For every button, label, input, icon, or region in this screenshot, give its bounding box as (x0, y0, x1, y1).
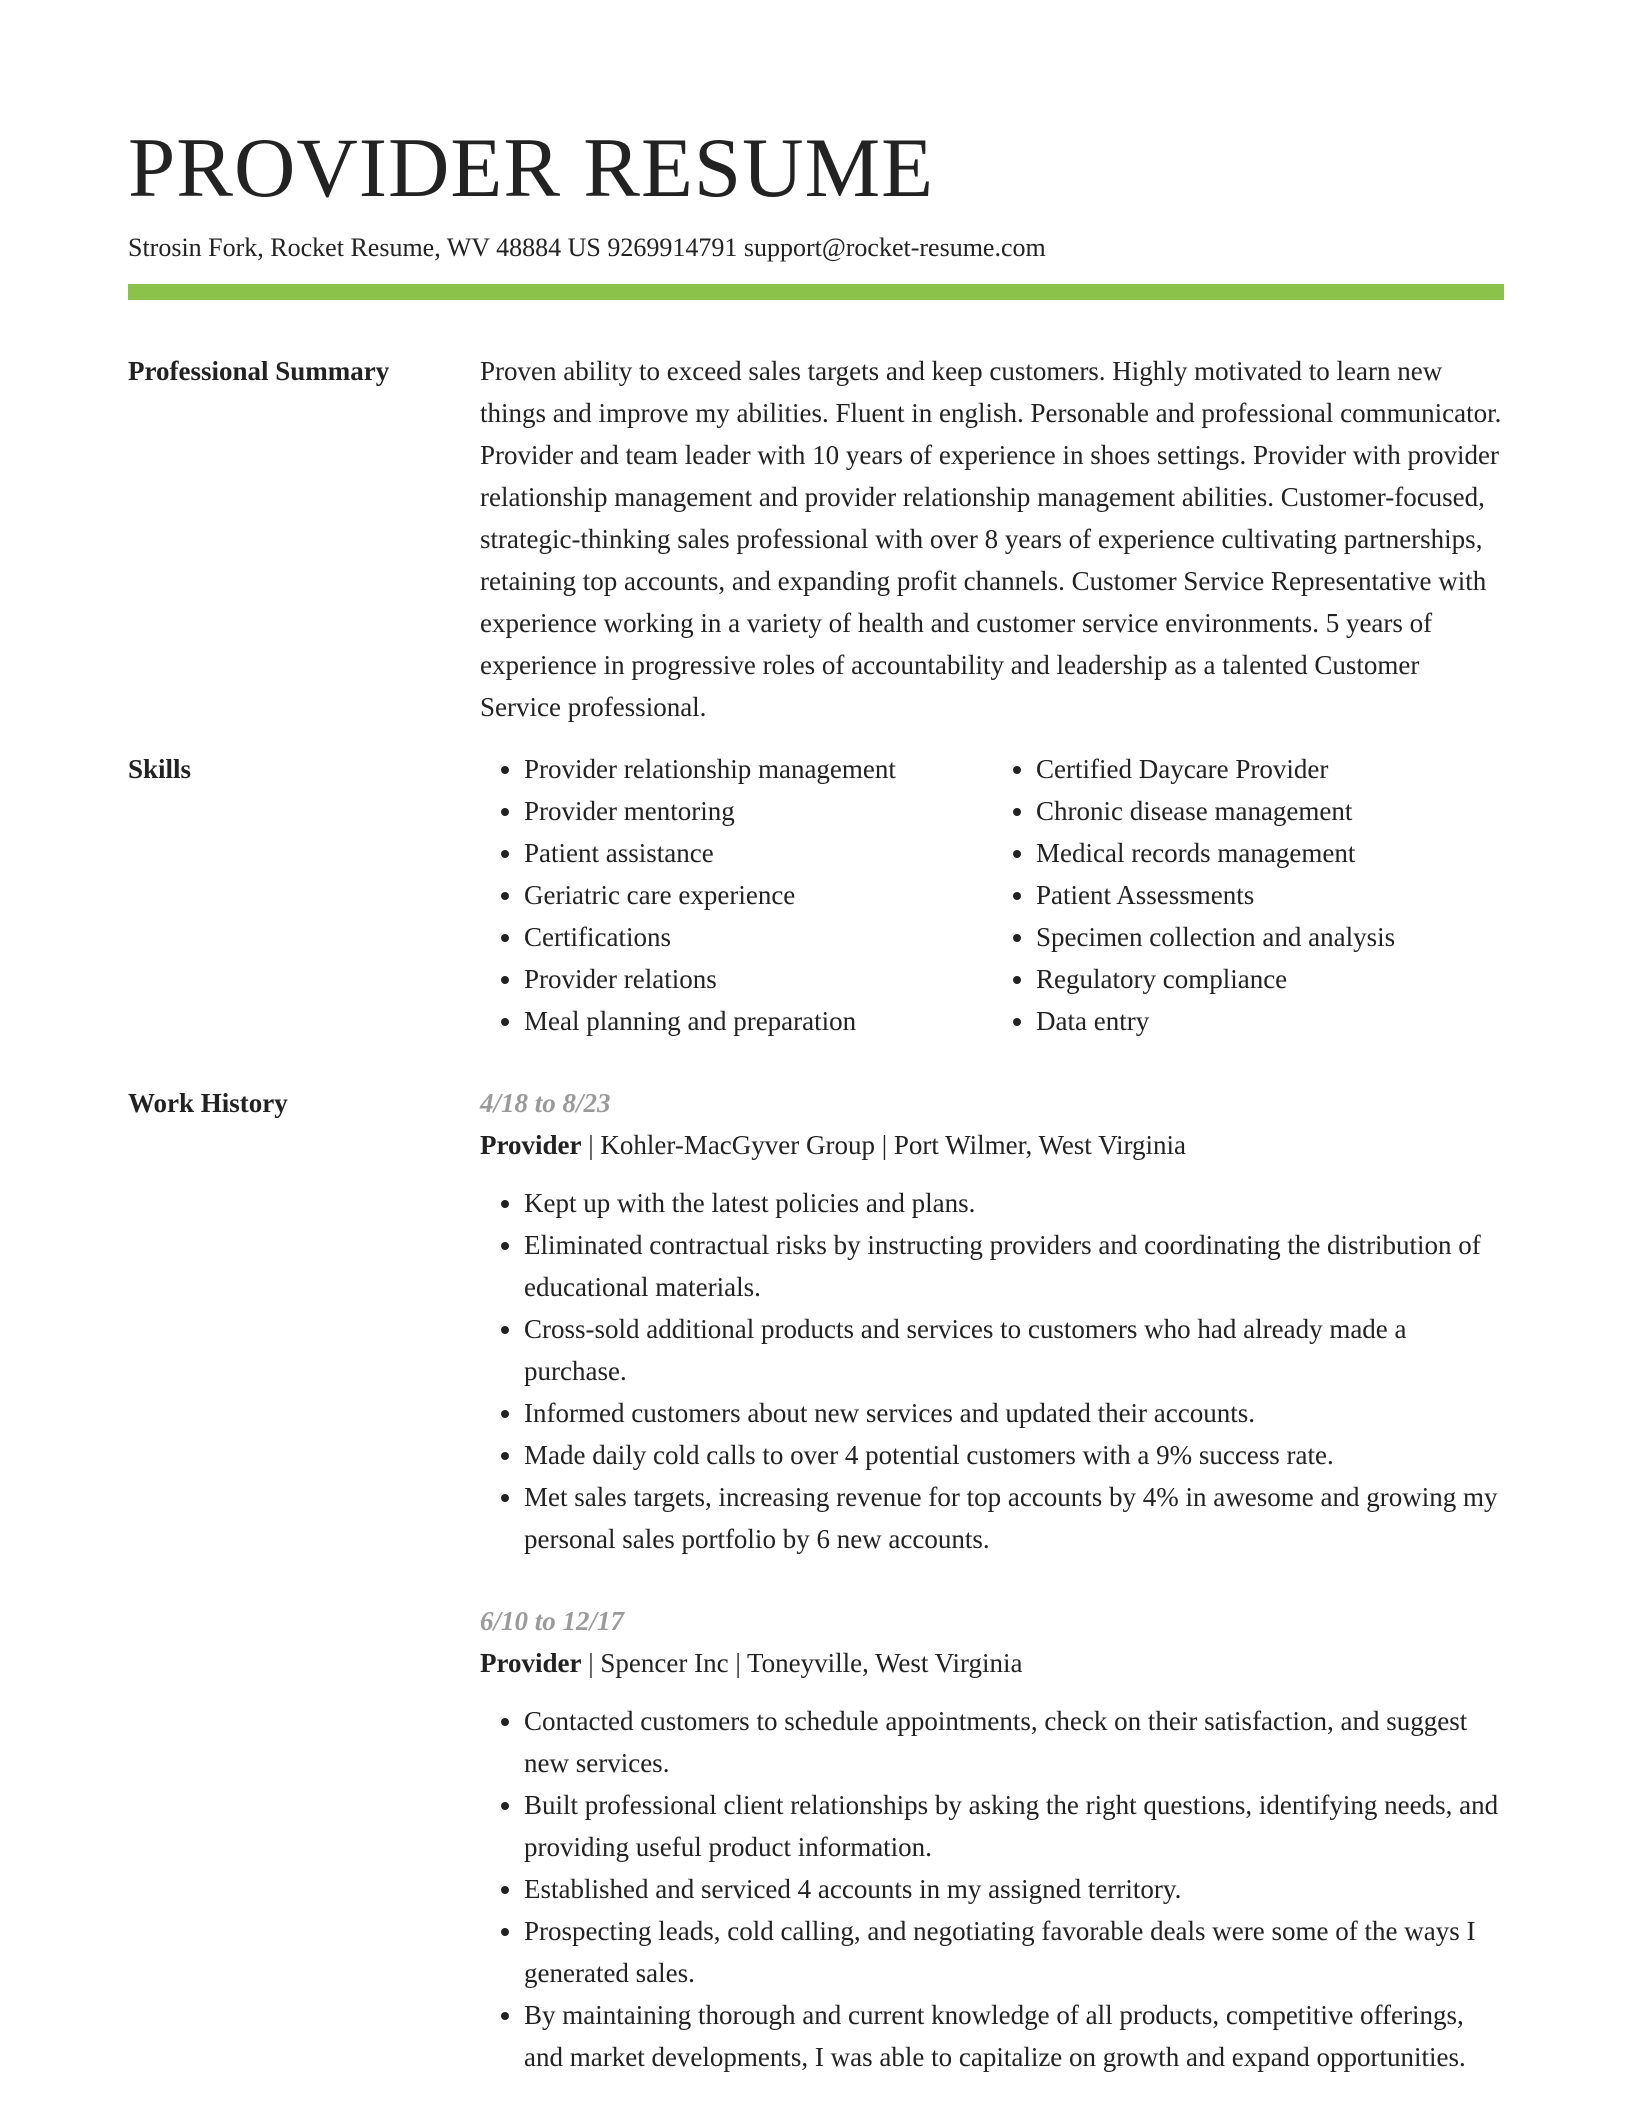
skill-item: • Certifications (524, 916, 992, 958)
job-title-line (480, 1124, 1504, 1166)
job-bullets (480, 1700, 1504, 2078)
job-bullet: • Contacted customers to schedule appointments, check on their satisfaction, and suggest new services. (524, 1700, 1504, 1784)
job-bullet: • Informed customers about new services and updated their accounts. (524, 1392, 1504, 1434)
job-bullet: • Met sales targets, increasing revenue for top accounts by 4% in awesome and growing my personal sales portfolio by 6 new accounts. (524, 1476, 1504, 1560)
skill-item: • Provider relationship management (524, 748, 992, 790)
summary-section (128, 350, 1504, 728)
header-divider (128, 284, 1504, 300)
job-bullet: • Prospecting leads, cold calling, and negotiating favorable deals were some of the ways I generated sales. (524, 1910, 1504, 1994)
job-title: Provider (480, 1130, 582, 1160)
job-details: | Kohler-MacGyver Group | Port Wilmer, West Virginia (581, 1130, 1186, 1160)
job-bullets (480, 1182, 1504, 1560)
job-bullet: • Made daily cold calls to over 4 potential customers with a 9% success rate. (524, 1434, 1504, 1476)
skills-list-left (480, 748, 992, 1042)
skill-item: • Provider relations (524, 958, 992, 1000)
skills-list-right (992, 748, 1504, 1042)
work-history-heading: Work History (128, 1088, 288, 1118)
resume-page (128, 118, 1504, 2118)
skill-item: • Patient Assessments (1036, 874, 1504, 916)
job-dates: 4/18 to 8/23 (480, 1088, 611, 1118)
contact-line (128, 230, 1504, 266)
skill-item: • Data entry (1036, 1000, 1504, 1042)
job-entry (480, 1082, 1504, 1560)
work-history-section (128, 1082, 1504, 2118)
job-bullet: • By maintaining thorough and current knowledge of all products, competitive offerings, and market developments, I was able to capitalize on growth and expand opportunities. (524, 1994, 1504, 2078)
skill-item: • Patient assistance (524, 832, 992, 874)
job-bullet: • Built professional client relationships by asking the right questions, identifying needs, and providing useful product information. (524, 1784, 1504, 1868)
skills-section (128, 748, 1504, 1042)
job-details: | Spencer Inc | Toneyville, West Virginia (581, 1648, 1023, 1678)
job-title: Provider (480, 1648, 582, 1678)
skill-item: • Chronic disease management (1036, 790, 1504, 832)
skill-item: • Certified Daycare Provider (1036, 748, 1504, 790)
skill-item: • Specimen collection and analysis (1036, 916, 1504, 958)
contact-phone: 9269914791 (607, 233, 738, 262)
contact-email: support@rocket-resume.com (743, 233, 1046, 262)
skill-item: • Meal planning and preparation (524, 1000, 992, 1042)
job-bullet: • Eliminated contractual risks by instructing providers and coordinating the distribution of educational materials. (524, 1224, 1504, 1308)
job-dates: 6/10 to 12/17 (480, 1606, 625, 1636)
job-bullet: • Cross-sold additional products and services to customers who had already made a purchase. (524, 1308, 1504, 1392)
job-entry (480, 1600, 1504, 2078)
job-bullet: • Kept up with the latest policies and plans. (524, 1182, 1504, 1224)
skills-heading: Skills (128, 754, 192, 784)
skill-item: • Geriatric care experience (524, 874, 992, 916)
resume-title: PROVIDER RESUME (128, 121, 935, 215)
contact-address: Strosin Fork, Rocket Resume, WV 48884 US (128, 233, 601, 262)
job-title-line (480, 1642, 1504, 1684)
skill-item: • Regulatory compliance (1036, 958, 1504, 1000)
skill-item: • Medical records management (1036, 832, 1504, 874)
job-bullet: • Established and serviced 4 accounts in my assigned territory. (524, 1868, 1504, 1910)
summary-text: Proven ability to exceed sales targets and keep customers. Highly motivated to learn new things and improve my abilities. Fluent in english. Personable and professional communicator. Provider and team leader with 10 years of experience in shoes settings. Provider with provider relationship management and provider relationship management abilities. Customer-focused, strategic-thinking sales professional with over 8 years of experience cultivating partnerships, retaining top accounts, and expanding profit channels. Customer Service Representative with experience working in a variety of health and customer service environments. 5 years of experience in progressive roles of accountability and leadership as a talented Customer Service professional. (480, 356, 1502, 722)
summary-heading: Professional Summary (128, 356, 390, 386)
skill-item: • Provider mentoring (524, 790, 992, 832)
